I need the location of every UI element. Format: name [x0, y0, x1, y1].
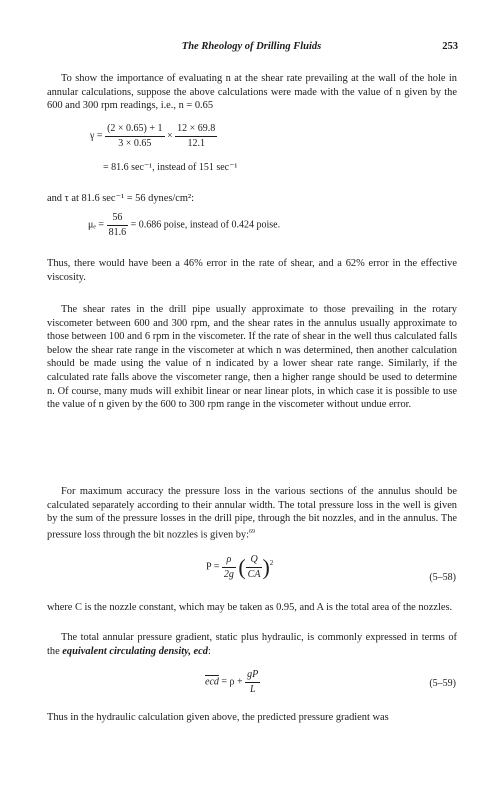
eq1-frac2-denominator: 12.1	[175, 136, 217, 151]
paragraph-3	[47, 303, 457, 412]
eq3-inner-fraction	[246, 553, 263, 581]
eq4-numerator: gP	[247, 669, 259, 680]
eq4-denominator: L	[245, 682, 260, 697]
eq1-lhs: γ =	[90, 130, 103, 142]
running-title: The Rheology of Drilling Fluids	[181, 41, 322, 52]
eq4-fraction	[245, 668, 260, 696]
tau-line-text: and τ at 81.6 sec⁻¹ = 56 dynes/cm²:	[47, 193, 194, 204]
paragraph-3-text: The shear rates in the drill pipe usually approximate to those prevailing in the rotary viscometer between 600 and 300 rpm, and the shear rates in the annulus usually approximate to those between 100 and 6 rpm in the viscometer. If the rate of shear in the well thus calculated falls below the shear rate range in the viscometer at which n was determined, then another calculation should be made using the value of n indicated by a lower shear rate range. Similarly, if the calculated rate falls above the viscometer range, then a higher range should be used to determine n. Of course, many muds will exhibit linear or near linear plots, in which case it is possible to use the value of n given by the 600 to 300 rpm range in the viscometer without undue error.	[47, 304, 457, 411]
eq1-frac2-numerator: 12 × 69.8	[177, 123, 216, 134]
paragraph-6-colon: :	[207, 645, 211, 657]
equation-number-5-59: (5–59)	[429, 678, 456, 689]
running-header	[0, 40, 503, 56]
paragraph-5-text: where C is the nozzle constant, which may be taken as 0.95, and A is the total area of the nozzles.	[47, 602, 453, 613]
paragraph-6-text	[47, 631, 457, 658]
equation-ecd	[205, 668, 260, 696]
eq2-lhs: μₑ =	[88, 219, 105, 231]
eq4-mid: = ρ +	[221, 676, 243, 688]
eq1-fraction-1	[105, 122, 164, 150]
eq1-frac1-numerator: (2 × 0.65) + 1	[107, 123, 163, 134]
paragraph-5	[47, 601, 457, 615]
eq1-frac1-denominator: 3 × 0.65	[105, 136, 164, 151]
paragraph-4-text	[47, 485, 457, 542]
eq3-denominator: 2g	[223, 568, 234, 580]
paragraph-4	[47, 485, 457, 542]
eq4-lhs: $\overline{ecd}$	[205, 676, 219, 688]
eq2-denominator: 81.6	[108, 226, 127, 238]
paragraph-1-text: To show the importance of evaluating n at the shear rate prevailing at the wall of the hole in annular calculations, suppose the above calculations were made with the value of n given by the 600 and 300 rpm readings, i.e., n = 0.65	[47, 73, 457, 112]
paragraph-6-term: equivalent circulating density, ecd	[62, 645, 208, 657]
eq1-result: = 81.6 sec⁻¹, instead of 151 sec⁻¹	[103, 162, 238, 173]
eq2-fraction	[107, 211, 129, 239]
paragraph-7-text: Thus in the hydraulic calculation given above, the predicted pressure gradient was	[47, 712, 389, 723]
paragraph-7	[47, 711, 457, 725]
paragraph-1	[47, 72, 457, 113]
eq3-fraction	[222, 553, 236, 581]
eq3-lhs: P =	[206, 561, 220, 573]
eq3-exponent: 2	[269, 559, 274, 568]
eq1-fraction-2	[175, 122, 217, 150]
reference-marker: 69	[249, 528, 256, 535]
paragraph-6	[47, 631, 457, 658]
eq3-left-paren: (	[238, 554, 246, 580]
paragraph-4-body: For maximum accuracy the pressure loss in the various sections of the annulus should be calculated separately according to their annular width. The total pressure loss in the well is given by the sum of the pressure losses in the drill pipe, through the bit nozzles, and in the annulus. The pressure loss through the bit nozzles is given by:	[47, 486, 457, 541]
page-number: 253	[442, 41, 458, 52]
tau-line	[47, 192, 457, 206]
paragraph-2	[47, 257, 457, 284]
eq3-inner-denominator: CA	[247, 568, 261, 580]
eq3-right-paren: )	[262, 554, 270, 580]
paragraph-2-text: Thus, there would have been a 46% error in the rate of shear, and a 62% error in the effective viscosity.	[47, 258, 457, 283]
equation-effective-viscosity	[88, 211, 280, 239]
eq2-rhs: = 0.686 poise, instead of 0.424 poise.	[130, 219, 281, 231]
equation-nozzle-pressure	[206, 553, 273, 581]
equation-shear-rate	[90, 122, 217, 150]
eq3-inner-numerator: Q	[250, 554, 258, 565]
eq3-numerator: ρ	[226, 554, 232, 565]
paragraph-6-lead: The total annular pressure gradient, static plus hydraulic, is commonly expressed in terms of the	[47, 632, 457, 657]
eq1-times: ×	[167, 130, 173, 142]
equation-shear-result	[103, 161, 237, 175]
eq2-numerator: 56	[112, 212, 123, 223]
equation-number-5-58: (5–58)	[429, 572, 456, 583]
